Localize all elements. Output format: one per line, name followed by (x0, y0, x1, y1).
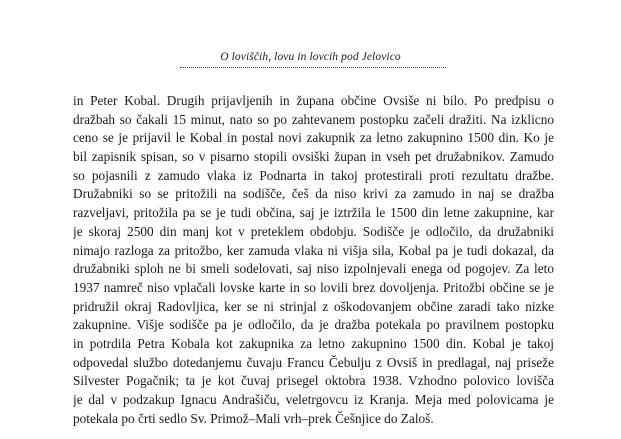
text-line: so pojasnili z zamudo vlaka iz Podnarta in takoj protestirali proti rezultatu dražbe. (73, 167, 554, 183)
text-line: zakupnine. Višje sodišče pa je odločilo, da je dražba potekala po pravilnem postopku (73, 317, 554, 333)
text-line: je skoraj 2500 din manj kot v preteklem obdobju. Sodišče je odločilo, da družabniki (73, 223, 554, 239)
text-line: pridružil okraj Radovljica, ker se ni strinjal z oškodovanjem občine zaradi tako nizke (73, 298, 554, 314)
text-line: je dal v podzakup Ignacu Andrašiču, veletrgovcu iz Kranja. Meja med polovicama je (73, 392, 554, 407)
header-dotted-rule (180, 67, 446, 68)
text-line: družabniki sploh ne bi smeli sodelovati, saj niso izpolnjevali enega od pogojev. Za leto (73, 261, 554, 277)
text-line: potekala po črti sedlo Sv. Primož–Mali vrh–prek Češnjice do Zaloš. (73, 410, 434, 426)
text-line: dražbah so čakali 15 minut, nato so po zahtevanem postopku začeli dražiti. Na izklicno (73, 111, 554, 127)
running-header: O loviščih, lovu in lovcih pod Jelovico (220, 51, 401, 63)
text-line: bil zapisnik spisan, so v pisarno stopili ovsiški župan in vseh pet družabnikov. Zamudo (73, 149, 554, 165)
text-line: razveljavi, pritožila pa se je tudi občina, saj je iztržila le 1500 din letne zakupnine, kar (73, 205, 554, 221)
text-line: Družabniki so se pritožili na sodišče, češ da niso krivi za zamudo in naj se dražba (73, 186, 554, 202)
body-paragraph (73, 92, 554, 428)
text-line: ceno se je prijavil le Kobal in postal novi zakupnik za letno zakupnino 1500 din. Ko je (73, 130, 554, 146)
text-line: 1937 namreč niso vplačali lovske karte in so lovili brez dovoljenja. Pritožbi občine se je (73, 279, 554, 295)
text-line: nimajo razloga za pritožbo, ker zamuda vlaka ni višja sila, Kobal pa je tudi dokazal, da (73, 242, 554, 258)
text-line: odpovedal službo dotedanjemu čuvaju Francu Čebulju z Ovsiš in predlagal, naj priseže (73, 354, 554, 370)
text-line: in potrdila Petra Kobala kot zakupnika za letno zakupnino 1500 din. Kobal je takoj (73, 335, 554, 351)
text-line: Silvester Pogačnik; ta je kot čuvaj prisegel oktobra 1938. Vzhodno polovico lovišča (73, 373, 554, 389)
text-line: in Peter Kobal. Drugih prijavljenih in župana občine Ovsiše ni bilo. Po predpisu o (73, 93, 554, 108)
